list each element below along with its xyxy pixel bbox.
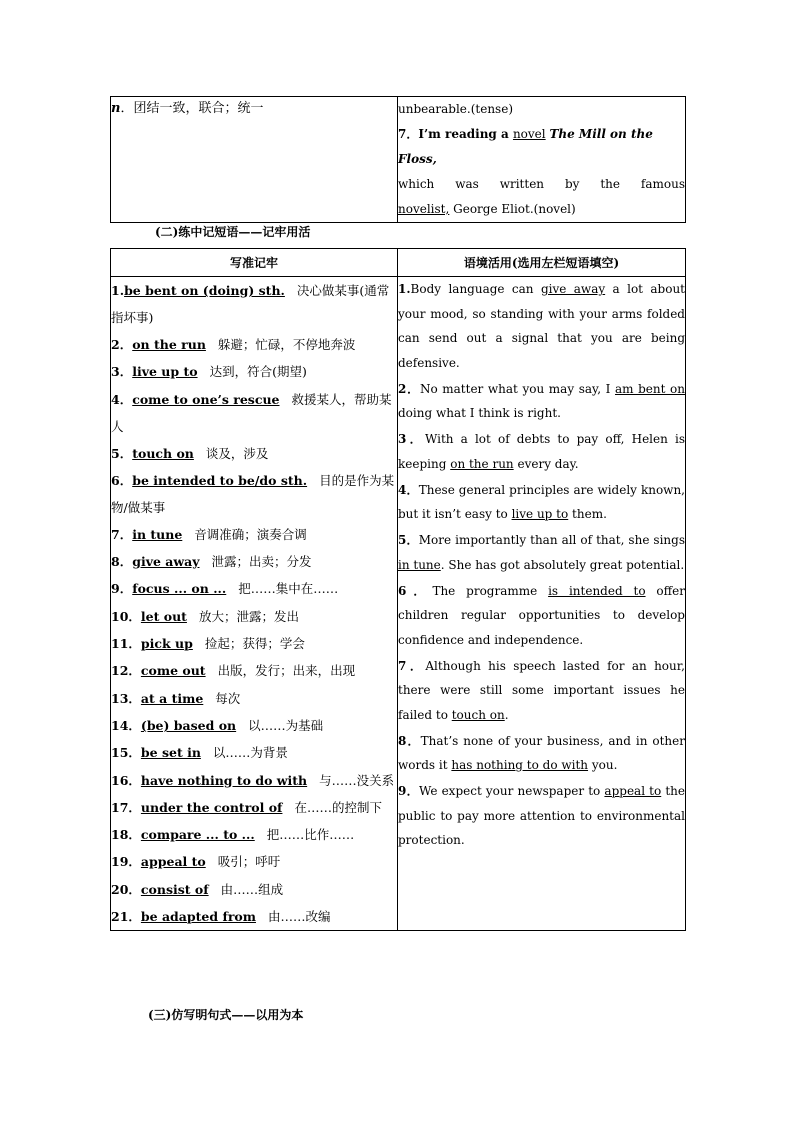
phrase-text: appeal to [140,854,206,870]
phrase-number: 13． [111,690,141,706]
phrase-item [111,575,397,602]
phrase-number: 15． [111,745,141,761]
section-heading: (二)练中记短语——记牢用活 [155,225,311,239]
sentence-number: 3． [398,432,426,446]
sentence-text: More importantly than all of that, she sings [418,533,685,547]
phrase-meaning: 救援某人，帮助某人 [111,391,392,434]
phrase-item [111,712,397,739]
phrase-number: 7． [111,526,133,542]
sentence-number: 2． [398,381,420,396]
answer-blank: touch on [451,707,505,722]
sentence-text: The programme [432,583,549,598]
phrase-item [111,603,397,630]
phrase-meaning: 泄露；出卖；分发 [211,554,312,570]
sentence-text: the public to pay more attention to environmental protection. [398,784,685,847]
sentence-text: No matter what you may say, I [419,381,615,396]
answer-blank: on the run [450,456,514,471]
phrase-text: come to one’s rescue [132,391,280,407]
phrase-text: live up to [132,364,198,380]
sentence-list [398,277,686,931]
phrase-text: have nothing to do with [140,772,308,788]
phrase-text: let out [140,608,187,624]
phrase-meaning: 目的是作为某物/做某事 [111,472,395,515]
column-header-left: 写准记牢 [111,249,398,277]
sentence-text: them. [568,507,607,521]
phrase-item [111,630,397,657]
phrase-meaning: 把……集中在…… [238,581,339,597]
phrase-text: be adapted from [140,909,256,925]
phrase-number: 19． [111,854,141,870]
phrase-text: on the run [132,337,206,352]
sentence-item [398,478,685,527]
sentence-item-7-line2: which was written by the famous [398,177,685,191]
vocab-table-continued [110,96,686,223]
sentence-text: Body language can [410,282,541,296]
phrase-text: be bent on (doing) sth. [124,283,285,298]
phrase-text: consist of [140,881,209,897]
phrase-number: 18． [111,827,141,843]
phrase-number: 4． [111,391,133,407]
phrase-meaning: 躲避；忙碌，不停地奔波 [217,337,356,352]
answer-blank: appeal to [604,784,662,798]
phrase-item [111,685,397,712]
phrase-meaning: 音调准确；演奏合调 [194,526,307,542]
word-meaning: ．团结一致，联合；统一 [120,101,264,116]
answer-blank: has nothing to do with [451,758,589,772]
phrase-number: 2． [111,337,133,352]
table1-left-cell [111,97,398,223]
phrase-meaning: 达到，符合(期望) [209,364,307,380]
phrase-item [111,548,397,575]
sentence-item [398,729,685,778]
phrase-number: 16． [111,772,141,788]
table1-right-cell [398,97,686,223]
sentence-item-7-line3: novelist, George Eliot.(novel) [398,202,576,216]
column-header-right: 语境活用(选用左栏短语填空) [398,249,686,277]
sentence-item [398,277,685,375]
sentence-text: Although his speech lasted for an hour, there were still some important issues he failed to [398,658,685,722]
phrase-meaning: 以……为背景 [212,745,288,761]
answer-blank: novelist, [398,202,450,216]
phrase-number: 3． [111,364,133,380]
phrase-item [111,386,397,440]
answer-blank: am bent on [614,381,686,396]
phrase-meaning: 以……为基础 [248,717,324,733]
answer-blank: in tune [398,557,441,572]
answer-blank: is intended to [548,583,646,598]
sentence-text: . She has got absolutely great potential. [440,557,685,572]
phrase-text: compare ... to ... [140,827,255,843]
phrase-number: 14． [111,717,141,733]
phrase-number: 6． [111,472,133,488]
sentence-item [398,427,685,476]
phrase-text: be intended to be/do sth. [132,472,308,488]
phrase-item [111,821,397,848]
phrase-meaning: 由……改编 [267,909,331,925]
phrase-item [111,440,397,467]
phrase-item [111,358,397,385]
phrase-text: touch on [132,445,194,461]
phrase-number: 11． [111,636,141,652]
phrase-item [111,848,397,875]
phrase-text: give away [132,554,200,570]
sentence-item [398,654,685,728]
phrase-meaning: 在……的控制下 [294,799,382,815]
phrase-number: 5． [111,445,133,461]
sentence-item [398,579,685,653]
phrase-item [111,521,397,548]
sentence-text: These general principles are widely known, but it isn’t easy to [398,482,685,521]
sentence-text: doing what I think is right. [398,406,561,420]
phrase-meaning: 吸引；呼吁 [217,854,281,870]
phrase-item [111,903,397,930]
phrase-number: 10． [111,608,141,624]
sentence-text: offer children regular opportunities to develop confidence and independence. [398,583,685,647]
sentence-number: 1. [398,282,411,296]
phrase-meaning: 由……组成 [220,881,284,897]
phrase-item [111,467,397,521]
sentence-text: every day. [513,456,579,471]
phrase-item [111,767,397,794]
phrase-text: (be) based on [140,717,237,733]
phrase-number: 20． [111,881,141,897]
phrase-number: 12． [111,663,141,679]
sentence-item [398,377,685,426]
sentence-item-7: 7．I’m reading a novel The Mill on the Floss, [398,127,653,166]
sentence-number: 8． [398,733,421,748]
answer-blank: give away [540,282,606,296]
phrase-text: come out [140,663,206,679]
phrase-number: 9． [111,581,133,597]
sentence-text: . [504,707,509,722]
book-title: The Mill on the Floss, [398,127,653,166]
sentence-text: you. [588,758,618,772]
phrase-meaning: 把……比作…… [266,827,355,843]
phrase-number: 1. [111,283,125,298]
phrase-meaning: 出版，发行；出来，出现 [217,663,356,679]
phrase-text: focus ... on ... [132,581,227,597]
part-of-speech: n [111,101,121,116]
phrase-text: be set in [140,745,201,761]
phrase-number: 21． [111,909,141,925]
sentence-text: That’s none of your business, and in other words it [398,733,685,772]
phrase-text: under the control of [140,799,283,815]
phrase-text: pick up [140,636,193,652]
sentence-item [398,779,685,853]
phrase-number: 8． [111,554,133,570]
sentence-continuation: unbearable.(tense) [398,102,513,116]
phrase-meaning: 谈及，涉及 [205,445,269,461]
sentence-number: 6． [398,583,433,598]
phrase-list [111,277,398,931]
sentence-text: a lot about your mood, so standing with your arms folded can send out a signal that you are being defensive. [398,282,686,370]
phrase-meaning: 决心做某事(通常指坏事) [111,283,390,325]
phrase-meaning: 每次 [215,690,241,706]
phrase-text: at a time [140,690,204,706]
sentence-number: 4． [398,482,419,497]
phrase-meaning: 与……没关系 [319,772,395,788]
section-heading: (三)仿写明句式——以用为本 [148,1008,304,1022]
phrase-item [111,876,397,903]
sentence-number: 9． [398,784,419,798]
phrase-item [111,277,397,331]
sentence-text: With a lot of debts to pay off, Helen is keeping [398,432,685,471]
phrase-item [111,739,397,766]
answer-blank: novel [512,127,546,141]
phrase-item [111,657,397,684]
answer-blank: live up to [511,507,569,521]
phrase-meaning: 放大；泄露；发出 [198,608,299,624]
sentence-text: We expect your newspaper to [418,784,605,798]
phrase-table [110,248,686,931]
phrase-item [111,794,397,821]
phrase-meaning: 捡起；获得；学会 [204,636,305,652]
phrase-number: 17． [111,799,141,815]
phrase-text: in tune [132,526,183,542]
sentence-number: 7． [398,658,426,673]
sentence-number: 5． [398,533,419,547]
phrase-item [111,331,397,358]
sentence-item [398,528,685,577]
